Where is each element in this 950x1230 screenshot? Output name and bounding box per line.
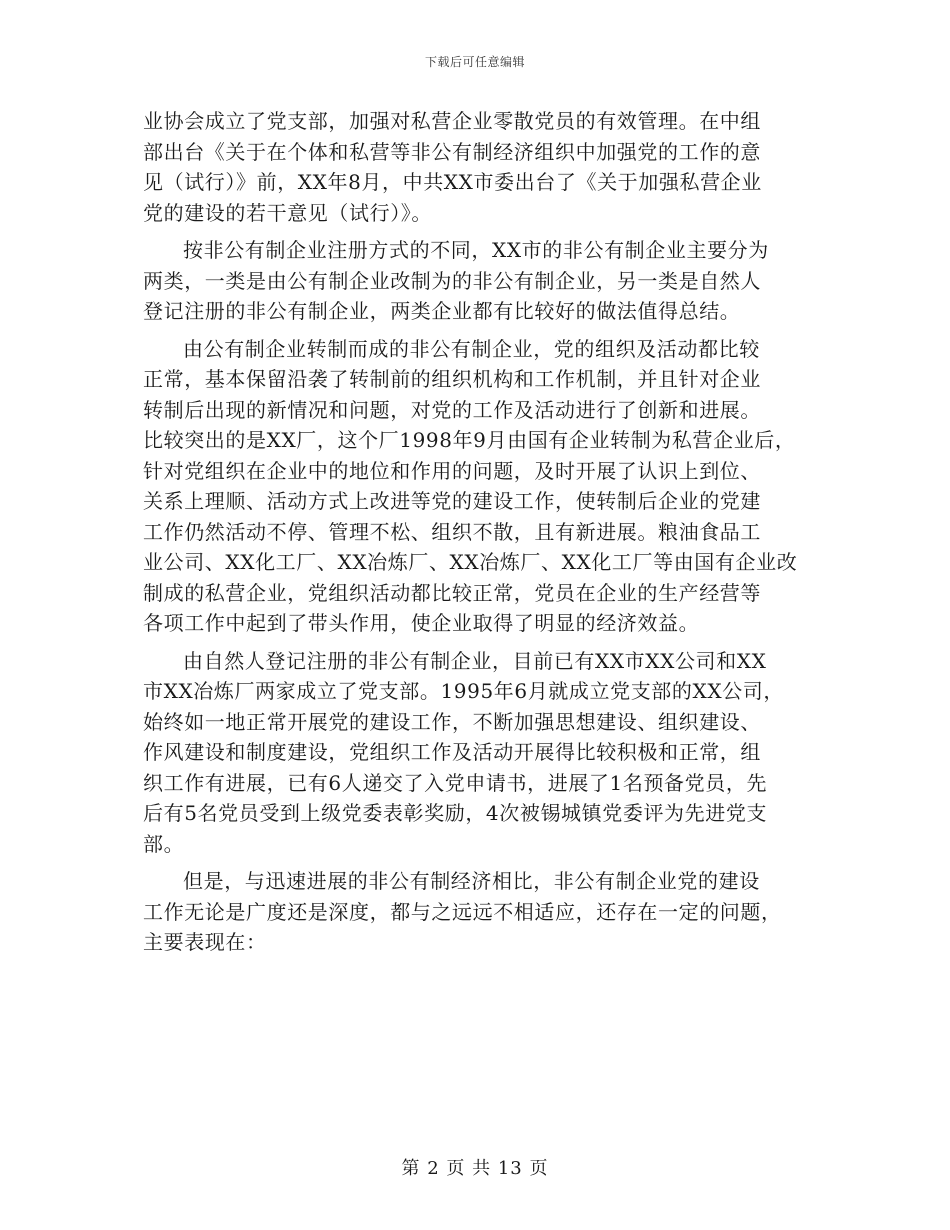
text-line: 工作无论是广度还是深度，都与之远远不相适应，还存在一定的问题， (143, 899, 782, 924)
text-line: 各项工作中起到了带头作用，使企业取得了明显的经济效益。 (143, 611, 700, 635)
text-line: 但是，与迅速进展的非公有制经济相比，非公有制企业党的建设 (183, 869, 760, 893)
text-line: 登记注册的非公有制企业，两类企业都有比较好的做法值得总结。 (143, 299, 741, 323)
text-line: 转制后出现的新情况和问题，对党的工作及活动进行了创新和进展。 (143, 397, 761, 422)
paragraph-1 (143, 106, 833, 228)
text-line: 工作仍然活动不停、管理不松、组织不散，且有新进展。粮油食品工 (143, 519, 761, 544)
text-line: 织工作有进展，已有6人递交了入党申请书，进展了1名预备党员，先 (143, 770, 768, 795)
text-line: 制成的私营企业，党组织活动都比较正常，党员在企业的生产经营等 (143, 580, 761, 605)
text-line: 两类，一类是由公有制企业改制为的非公有制企业，另一类是自然人 (143, 268, 761, 293)
paragraph-2 (143, 235, 833, 327)
text-line: 关系上理顺、活动方式上改进等党的建设工作，使转制后企业的党建 (143, 489, 761, 513)
paragraph-5 (143, 866, 833, 958)
text-line: 由自然人登记注册的非公有制企业，目前已有XX市XX公司和XX (183, 648, 767, 673)
text-line: 后有5名党员受到上级党委表彰奖励，4次被锡城镇党委评为先进党支 (143, 801, 768, 825)
text-line: 正常，基本保留沿袭了转制前的组织机构和工作机制，并且针对企业 (143, 367, 761, 391)
text-line: 按非公有制企业注册方式的不同，XX市的非公有制企业主要分为 (183, 238, 769, 262)
page-number-footer: 第 2 页 共 13 页 (401, 1158, 549, 1179)
text-line: 市XX冶炼厂两家成立了党支部。1995年6月就成立党支部的XX公司， (143, 679, 784, 703)
page-header: 下载后可任意编辑 (424, 55, 525, 69)
text-line: 由公有制企业转制而成的非公有制企业，党的组织及活动都比较 (183, 336, 760, 361)
text-line: 始终如一地正常开展党的建设工作，不断加强思想建设、组织建设、 (143, 709, 761, 734)
text-line: 主要表现在： (143, 930, 267, 954)
text-line: 比较突出的是XX厂，这个厂1998年9月由国有企业转制为私营企业后， (143, 428, 796, 452)
paragraph-4 (143, 646, 833, 860)
text-line: 部出台《关于在个体和私营等非公有制经济组织中加强党的工作的意 (143, 139, 761, 164)
document-body (143, 106, 833, 958)
text-line: 业协会成立了党支部，加强对私营企业零散党员的有效管理。在中组 (143, 109, 761, 133)
text-line: 见（试行）》前，XX年8月，中共XX市委出台了《关于加强私营企业 (143, 170, 762, 194)
text-line: 部。 (143, 831, 185, 856)
text-line: 针对党组织在企业中的地位和作用的问题，及时开展了认识上到位、 (143, 458, 761, 483)
text-line: 业公司、XX化工厂、XX冶炼厂、XX冶炼厂、XX化工厂等由国有企业改 (143, 550, 798, 574)
text-line: 作风建设和制度建设，党组织工作及活动开展得比较积极和正常，组 (143, 740, 761, 764)
paragraph-3 (143, 334, 833, 639)
text-line: 党的建设的若干意见（试行）》。 (143, 200, 432, 225)
